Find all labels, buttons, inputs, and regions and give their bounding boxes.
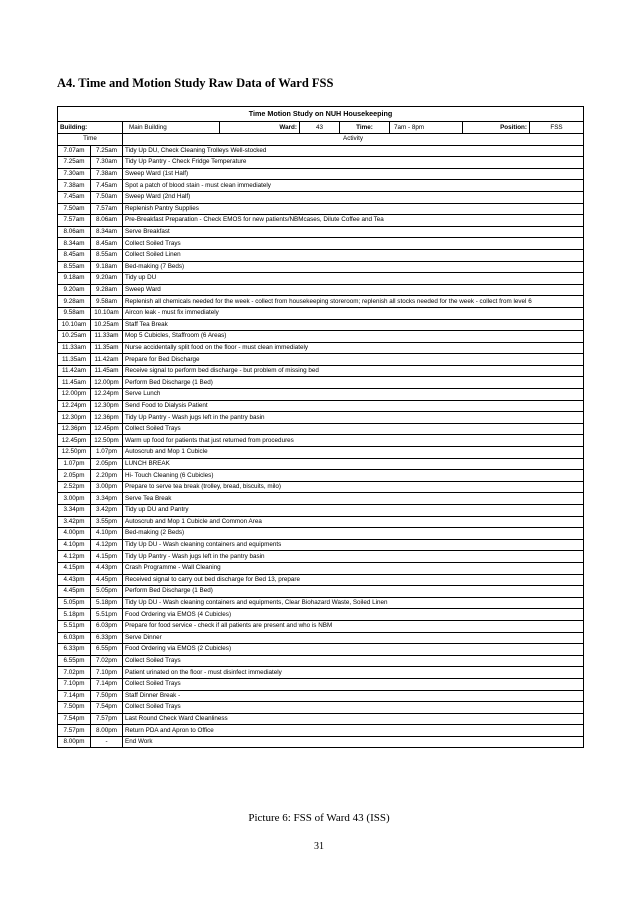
table-row: [58, 226, 584, 238]
end-time-cell: 9.28am: [91, 284, 123, 296]
section-heading: A4. Time and Motion Study Raw Data of Ward FSS: [57, 76, 334, 90]
table-row: [58, 273, 584, 285]
start-time-cell: 7.10pm: [58, 678, 91, 690]
activity-cell: Food Ordering via EMOS (4 Cubicles): [123, 609, 584, 621]
end-time-cell: 10.25am: [91, 319, 123, 331]
activity-cell: Autoscrub and Mop 1 Cubicle: [123, 447, 584, 459]
end-time-cell: 7.14pm: [91, 678, 123, 690]
activity-cell: End Work: [123, 736, 584, 748]
end-time-cell: 4.45pm: [91, 574, 123, 586]
end-time-cell: 7.50am: [91, 191, 123, 203]
activity-cell: Perform Bed Discharge (1 Bed): [123, 377, 584, 389]
activity-cell: Bed-making (2 Beds): [123, 528, 584, 540]
activity-cell: Prepare for food service - check if all patients are present and who is NBM: [123, 620, 584, 632]
end-time-cell: 7.57am: [91, 203, 123, 215]
table-row: [58, 261, 584, 273]
end-time-cell: 9.18am: [91, 261, 123, 273]
column-header-time: Time: [58, 134, 123, 146]
end-time-cell: 3.42pm: [91, 505, 123, 517]
activity-cell: Serve Tea Break: [123, 493, 584, 505]
ward-value: 43: [300, 122, 340, 134]
activity-cell: Last Round Check Ward Cleanliness: [123, 713, 584, 725]
start-time-cell: 7.14pm: [58, 690, 91, 702]
table-row: [58, 597, 584, 609]
end-time-cell: 7.50pm: [91, 690, 123, 702]
time-motion-table: [57, 106, 584, 748]
start-time-cell: 5.05pm: [58, 597, 91, 609]
activity-cell: Collect Soiled Trays: [123, 678, 584, 690]
start-time-cell: 11.33am: [58, 342, 91, 354]
activity-cell: Collect Soiled Trays: [123, 238, 584, 250]
end-time-cell: 8.06am: [91, 215, 123, 227]
end-time-cell: 7.57pm: [91, 713, 123, 725]
start-time-cell: 7.38am: [58, 180, 91, 192]
table-row: [58, 620, 584, 632]
end-time-cell: 7.30am: [91, 157, 123, 169]
position-value: FSS: [530, 122, 584, 134]
start-time-cell: 4.00pm: [58, 528, 91, 540]
table-row: [58, 365, 584, 377]
end-time-cell: 6.33pm: [91, 632, 123, 644]
activity-cell: Prepare for Bed Discharge: [123, 354, 584, 366]
table-row: [58, 447, 584, 459]
end-time-cell: 12.45pm: [91, 423, 123, 435]
activity-cell: Patient urinated on the floor - must disinfect immediately: [123, 667, 584, 679]
activity-cell: Replenish Pantry Supplies: [123, 203, 584, 215]
end-time-cell: 8.00pm: [91, 725, 123, 737]
activity-cell: Serve Dinner: [123, 632, 584, 644]
table-row: [58, 296, 584, 308]
table-row: [58, 203, 584, 215]
table-row: [58, 678, 584, 690]
table-row: [58, 516, 584, 528]
end-time-cell: -: [91, 736, 123, 748]
table-row: [58, 319, 584, 331]
start-time-cell: 12.24pm: [58, 400, 91, 412]
page-number: 31: [314, 841, 324, 852]
start-time-cell: 9.58am: [58, 307, 91, 319]
start-time-cell: 12.36pm: [58, 423, 91, 435]
table-row: [58, 725, 584, 737]
start-time-cell: 9.28am: [58, 296, 91, 308]
table-row: [58, 249, 584, 261]
activity-cell: Hi- Touch Cleaning (6 Cubicles): [123, 470, 584, 482]
end-time-cell: 12.00pm: [91, 377, 123, 389]
start-time-cell: 11.42am: [58, 365, 91, 377]
start-time-cell: 12.00pm: [58, 389, 91, 401]
activity-cell: Nurse accidentally split food on the floor - must clean immediately: [123, 342, 584, 354]
start-time-cell: 6.03pm: [58, 632, 91, 644]
end-time-cell: 10.10am: [91, 307, 123, 319]
start-time-cell: 3.42pm: [58, 516, 91, 528]
table-row: [58, 586, 584, 598]
end-time-cell: 7.45am: [91, 180, 123, 192]
activity-cell: Received signal to carry out bed discharge for Bed 13, prepare: [123, 574, 584, 586]
table-title-row: [58, 107, 584, 122]
table-row: [58, 284, 584, 296]
activity-cell: Tidy Up DU, Check Cleaning Trolleys Well-stocked: [123, 145, 584, 157]
activity-cell: Staff Dinner Break -: [123, 690, 584, 702]
activity-cell: Sweep Ward: [123, 284, 584, 296]
end-time-cell: 2.20pm: [91, 470, 123, 482]
end-time-cell: 11.33am: [91, 331, 123, 343]
activity-cell: Sweep Ward (1st Half): [123, 168, 584, 180]
start-time-cell: 8.55am: [58, 261, 91, 273]
start-time-cell: 8.45am: [58, 249, 91, 261]
activity-cell: Sweep Ward (2nd Half): [123, 191, 584, 203]
activity-cell: Staff Tea Break: [123, 319, 584, 331]
table-row: [58, 331, 584, 343]
start-time-cell: 8.34am: [58, 238, 91, 250]
end-time-cell: 4.12pm: [91, 539, 123, 551]
activity-cell: Tidy Up DU - Wash cleaning containers and equipments, Clear Biohazard Waste, Soiled Linen: [123, 597, 584, 609]
activity-cell: Tidy Up Pantry - Wash jugs left in the pantry basin: [123, 412, 584, 424]
end-time-cell: 12.24pm: [91, 389, 123, 401]
table-info-row: [58, 122, 584, 134]
table-row: [58, 713, 584, 725]
table-row: [58, 145, 584, 157]
table-row: [58, 644, 584, 656]
table-row: [58, 667, 584, 679]
start-time-cell: 4.43pm: [58, 574, 91, 586]
table-row: [58, 307, 584, 319]
start-time-cell: 7.30am: [58, 168, 91, 180]
table-row: [58, 632, 584, 644]
end-time-cell: 7.54pm: [91, 702, 123, 714]
start-time-cell: 7.57am: [58, 215, 91, 227]
start-time-cell: 12.45pm: [58, 435, 91, 447]
end-time-cell: 4.43pm: [91, 562, 123, 574]
start-time-cell: 7.02pm: [58, 667, 91, 679]
table-row: [58, 377, 584, 389]
ward-label: Ward:: [220, 122, 300, 134]
activity-cell: Prepare to serve tea break (trolley, bread, biscuits, milo): [123, 481, 584, 493]
activity-cell: Collect Soiled Trays: [123, 702, 584, 714]
end-time-cell: 5.51pm: [91, 609, 123, 621]
activity-cell: Food Ordering via EMOS (2 Cubicles): [123, 644, 584, 656]
activity-cell: Aircon leak - must fix immediately: [123, 307, 584, 319]
start-time-cell: 8.00pm: [58, 736, 91, 748]
table-row: [58, 412, 584, 424]
start-time-cell: 7.07am: [58, 145, 91, 157]
table-row: [58, 574, 584, 586]
activity-cell: Perform Bed Discharge (1 Bed): [123, 586, 584, 598]
start-time-cell: 9.18am: [58, 273, 91, 285]
table-row: [58, 389, 584, 401]
start-time-cell: 12.30pm: [58, 412, 91, 424]
activity-cell: LUNCH BREAK: [123, 458, 584, 470]
table-row: [58, 609, 584, 621]
figure-caption: Picture 6: FSS of Ward 43 (ISS): [248, 812, 390, 824]
activity-cell: Collect Soiled Trays: [123, 423, 584, 435]
start-time-cell: 2.52pm: [58, 481, 91, 493]
start-time-cell: 7.25am: [58, 157, 91, 169]
end-time-cell: 7.38am: [91, 168, 123, 180]
table-row: [58, 191, 584, 203]
table-row: [58, 539, 584, 551]
table-row: [58, 458, 584, 470]
start-time-cell: 2.05pm: [58, 470, 91, 482]
start-time-cell: 7.50pm: [58, 702, 91, 714]
activity-cell: Collect Soiled Linen: [123, 249, 584, 261]
end-time-cell: 11.35am: [91, 342, 123, 354]
end-time-cell: 7.25am: [91, 145, 123, 157]
end-time-cell: 6.55pm: [91, 644, 123, 656]
start-time-cell: 10.10am: [58, 319, 91, 331]
activity-cell: Warm up food for patients that just returned from procedures: [123, 435, 584, 447]
activity-cell: Collect Soiled Trays: [123, 655, 584, 667]
table-row: [58, 702, 584, 714]
table-row: [58, 180, 584, 192]
end-time-cell: 3.55pm: [91, 516, 123, 528]
table-row: [58, 157, 584, 169]
building-value: Main Building: [123, 122, 220, 134]
activity-cell: Mop 5 Cubicles, Staffroom (6 Areas): [123, 331, 584, 343]
table-row: [58, 551, 584, 563]
building-label: Building:: [58, 122, 123, 134]
table-row: [58, 736, 584, 748]
start-time-cell: 3.34pm: [58, 505, 91, 517]
end-time-cell: 6.03pm: [91, 620, 123, 632]
table-row: [58, 168, 584, 180]
end-time-cell: 8.55am: [91, 249, 123, 261]
activity-cell: Tidy Up Pantry - Check Fridge Temperature: [123, 157, 584, 169]
start-time-cell: 7.45am: [58, 191, 91, 203]
activity-cell: Spot a patch of blood stain - must clean immediately: [123, 180, 584, 192]
table-row: [58, 481, 584, 493]
table-row: [58, 400, 584, 412]
table-row: [58, 655, 584, 667]
table-row: [58, 690, 584, 702]
table-row: [58, 342, 584, 354]
table-row: [58, 238, 584, 250]
table-row: [58, 562, 584, 574]
end-time-cell: 3.00pm: [91, 481, 123, 493]
activity-cell: Tidy up DU and Pantry: [123, 505, 584, 517]
table-row: [58, 435, 584, 447]
start-time-cell: 5.51pm: [58, 620, 91, 632]
end-time-cell: 8.45am: [91, 238, 123, 250]
end-time-cell: 2.05pm: [91, 458, 123, 470]
start-time-cell: 6.33pm: [58, 644, 91, 656]
activity-cell: Receive signal to perform bed discharge - but problem of missing bed: [123, 365, 584, 377]
start-time-cell: 4.12pm: [58, 551, 91, 563]
start-time-cell: 7.54pm: [58, 713, 91, 725]
end-time-cell: 7.10pm: [91, 667, 123, 679]
table-row: [58, 493, 584, 505]
end-time-cell: 4.10pm: [91, 528, 123, 540]
activity-cell: Pre-Breakfast Preparation - Check EMOS for new patients/NBMcases, Dilute Coffee and Tea: [123, 215, 584, 227]
start-time-cell: 3.00pm: [58, 493, 91, 505]
end-time-cell: 11.42am: [91, 354, 123, 366]
activity-cell: Return PDA and Apron to Office: [123, 725, 584, 737]
start-time-cell: 10.25am: [58, 331, 91, 343]
activity-cell: Tidy Up DU - Wash cleaning containers and equipments: [123, 539, 584, 551]
table-title: Time Motion Study on NUH Housekeeping: [58, 107, 584, 122]
end-time-cell: 11.45am: [91, 365, 123, 377]
start-time-cell: 8.06am: [58, 226, 91, 238]
start-time-cell: 9.20am: [58, 284, 91, 296]
end-time-cell: 12.36pm: [91, 412, 123, 424]
table-row: [58, 354, 584, 366]
start-time-cell: 4.45pm: [58, 586, 91, 598]
end-time-cell: 5.05pm: [91, 586, 123, 598]
end-time-cell: 9.20am: [91, 273, 123, 285]
start-time-cell: 11.35am: [58, 354, 91, 366]
activity-cell: Send Food to Dialysis Patient: [123, 400, 584, 412]
table-row: [58, 215, 584, 227]
start-time-cell: 5.18pm: [58, 609, 91, 621]
table-row: [58, 505, 584, 517]
activity-cell: Replenish all chemicals needed for the week - collect from housekeeping storeroom; replenish all stocks needed for the week - collect from level 6: [123, 296, 584, 308]
activity-cell: Bed-making (7 Beds): [123, 261, 584, 273]
position-label: Position:: [463, 122, 530, 134]
table-header-row: [58, 134, 584, 146]
start-time-cell: 4.10pm: [58, 539, 91, 551]
start-time-cell: 11.45am: [58, 377, 91, 389]
start-time-cell: 12.50pm: [58, 447, 91, 459]
table-row: [58, 470, 584, 482]
time-value: 7am - 8pm: [390, 122, 463, 134]
end-time-cell: 7.02pm: [91, 655, 123, 667]
start-time-cell: 7.57pm: [58, 725, 91, 737]
end-time-cell: 1.07pm: [91, 447, 123, 459]
activity-cell: Serve Lunch: [123, 389, 584, 401]
end-time-cell: 8.34am: [91, 226, 123, 238]
time-label: Time:: [340, 122, 390, 134]
start-time-cell: 4.15pm: [58, 562, 91, 574]
start-time-cell: 7.50am: [58, 203, 91, 215]
table-row: [58, 423, 584, 435]
column-header-activity: Activity: [123, 134, 584, 146]
table-row: [58, 528, 584, 540]
activity-cell: Tidy up DU: [123, 273, 584, 285]
end-time-cell: 4.15pm: [91, 551, 123, 563]
end-time-cell: 3.34pm: [91, 493, 123, 505]
start-time-cell: 6.55pm: [58, 655, 91, 667]
end-time-cell: 12.50pm: [91, 435, 123, 447]
activity-cell: Serve Breakfast: [123, 226, 584, 238]
start-time-cell: 1.07pm: [58, 458, 91, 470]
activity-cell: Crash Programme - Wall Cleaning: [123, 562, 584, 574]
end-time-cell: 5.18pm: [91, 597, 123, 609]
activity-cell: Tidy Up Pantry - Wash jugs left in the pantry basin: [123, 551, 584, 563]
end-time-cell: 9.58am: [91, 296, 123, 308]
activity-cell: Autoscrub and Mop 1 Cubicle and Common Area: [123, 516, 584, 528]
end-time-cell: 12.30pm: [91, 400, 123, 412]
